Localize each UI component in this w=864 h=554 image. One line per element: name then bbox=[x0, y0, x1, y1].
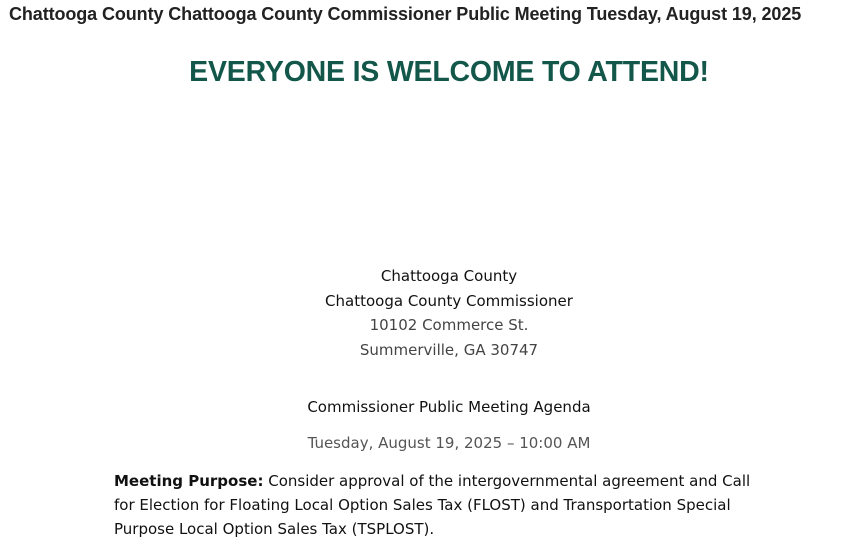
meeting-purpose-text: Consider approval of the intergovernmental agreement and Call for Election for Floating Local Option Sales Tax (FLOST) and Transportation Special Purpose Local Option Sales Tax (TSPLOST). bbox=[114, 472, 751, 538]
address-office: Chattooga County Commissioner bbox=[325, 291, 573, 310]
page-title: Chattooga County Chattooga County Commissioner Public Meeting Tuesday, August 19, 2025 bbox=[9, 4, 802, 24]
address-county: Chattooga County bbox=[380, 267, 518, 285]
address-city-state-zip: Summerville, GA 30747 bbox=[359, 340, 539, 359]
agenda-title: Commissioner Public Meeting Agenda bbox=[307, 398, 591, 416]
address-block bbox=[0, 264, 864, 362]
meeting-purpose-label: Meeting Purpose: bbox=[114, 472, 264, 490]
welcome-banner: EVERYONE IS WELCOME TO ATTEND! bbox=[189, 56, 709, 88]
meeting-purpose bbox=[114, 469, 774, 541]
agenda-date-time: Tuesday, August 19, 2025 – 10:00 AM bbox=[307, 434, 591, 452]
address-street: 10102 Commerce St. bbox=[369, 316, 529, 334]
